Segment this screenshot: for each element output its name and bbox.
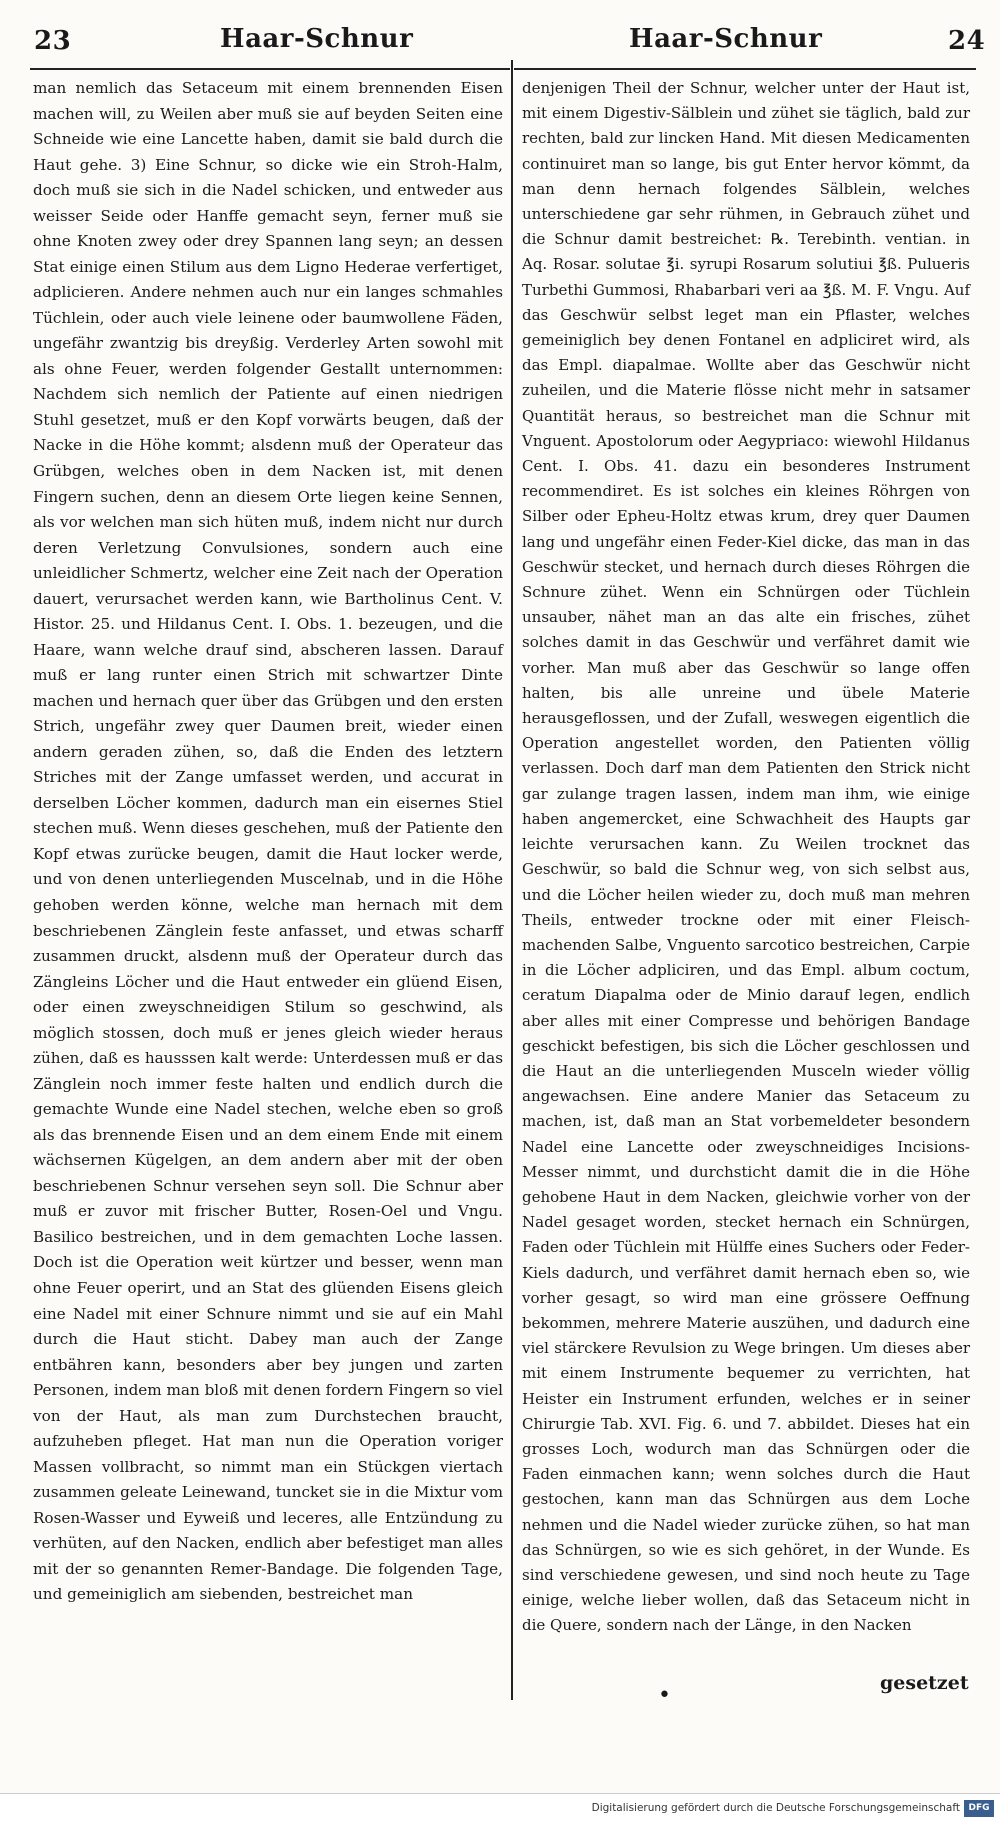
catchword: gesetzet — [880, 1672, 969, 1694]
column-divider — [511, 60, 513, 1700]
header-rule-right — [514, 68, 976, 70]
digitization-footer — [0, 1793, 1000, 1824]
funding-credit: Digitalisierung gefördert durch die Deutsche Forschungsgemeinschaft — [591, 1802, 960, 1814]
right-column-text: denjenigen Theil der Schnur, welcher unter der Haut ist, mit einem Digestiv-Sälblein und zühet sie täglich, bald zur rechten, bald zur lincken Hand. Mit diesen Medicamenten continuiret man so lange, bis gut Enter hervor kömmt, da man denn hernach folgendes Sälblein, welches unterschiedene gar sehr rühmen, in Gebrauch zühet und die Schnur damit bestreichet: ℞. Terebinth. ventian. in Aq. Rosar. solutae ℥i. syrupi Rosarum solutiui ℥ß. Pulueris Turbethi Gummosi, Rhabarbari veri aa ℥ß. M. F. Vngu. Auf das Geschwür selbst leget man ein Pflaster, welches gemeiniglich bey denen Fontanel en adpliciret wird, als das Empl. diapalmae. Wollte aber das Geschwür nicht zuheilen, und die Materie flösse nicht mehr in satsamer Quantität heraus, so bestreichet man die Schnur mit Vnguent. Apostolorum oder Aegypriaco: wiewohl Hildanus Cent. I. Obs. 41. dazu ein besonderes Instrument recommendiret. Es ist solches ein kleines Röhrgen von Silber oder Epheu-Holtz etwas krum, drey quer Daumen lang und ungefähr einen Feder-Kiel dicke, das man in das Geschwür stecket, und hernach durch dieses Röhrgen die Schnure zühet. Wenn ein Schnürgen oder Tüchlein unsauber, nähet man an das alte ein frisches, zühet solches damit in das Geschwür und verfähret damit wie vorher. Man muß aber das Geschwür so lange offen halten, bis alle unreine und übele Materie herausgeflossen, und der Zufall, weswegen eigentlich die Operation angestellet worden, den Patienten völlig verlassen. Doch darf man dem Patienten den Strick nicht gar zulange tragen lassen, indem man ihm, wie einige haben angemercket, eine Schwachheit des Haupts gar leichte verursachen kann. Zu Weilen trocknet das Geschwür, so bald die Schnur weg, von sich selbst aus, und die Löcher heilen wieder zu, doch muß man mehren Theils, entweder trockne oder mit einer Fleisch-machenden Salbe, Vnguento sarcotico bestreichen, Carpie in die Löcher adpliciren, und das Empl. album coctum, ceratum Diapalma oder de Minio darauf legen, endlich aber alles mit einer Compresse und behörigen Bandage geschickt befestigen, bis sich die Löcher geschlossen und die Haut an die unterliegenden Musceln wieder völlig angewachsen. Eine andere Manier das Setaceum zu machen, ist, daß man an Stat vorbemeldeter besondern Nadel eine Lancette oder zweyschneidiges Incisions-Messer nimmt, und durchsticht damit die in die Höhe gehobene Haut in dem Nacken, gleichwie vorher von der Nadel gesaget worden, stecket hernach ein Schnürgen, Faden oder Tüchlein mit Hülffe eines Suchers oder Feder-Kiels dadurch, und verfähret damit hernach eben so, wie vorher gesagt, so wird man eine grössere Oeffnung bekommen, mehrere Materie auszühen, und dadurch eine viel stärckere Revulsion zu Wege bringen. Um dieses aber mit einem Instrumente bequemer zu verrichten, hat Heister ein Instrument erfunden, welches er in seiner Chirurgie Tab. XVI. Fig. 6. und 7. abbildet. Dieses hat ein grosses Loch, wodurch man das Schnürgen oder die Faden einmachen kann; wenn solches durch die Haut gestochen, kann man das Schnürgen aus dem Loche nehmen und die Nadel wieder zurücke zühen, so hat man das Schnürgen, so wie es sich gehöret, in der Wunde. Es sind verschiedene gewesen, und sind noch heute zu Tage einige, welche lieber wollen, daß das Setaceum nicht in die Quere, sondern nach der Länge, in den Nacken — [522, 79, 970, 1635]
dfg-logo-icon: DFG — [964, 1800, 994, 1817]
right-column — [522, 76, 970, 1639]
page-number-right: 24 — [948, 26, 986, 56]
running-title-left: Haar-Schnur — [220, 24, 414, 54]
printer-mark: • — [658, 1683, 671, 1708]
page-number-left: 23 — [34, 26, 72, 56]
page-header — [0, 0, 1000, 70]
running-title-right: Haar-Schnur — [629, 24, 823, 54]
left-column — [33, 76, 503, 1608]
left-column-text: man nemlich das Setaceum mit einem brennenden Eisen machen will, zu Weilen aber muß sie auf beyden Seiten eine Schneide wie eine Lancette haben, damit sie bald durch die Haut gehe. 3) Eine Schnur, so dicke wie ein Stroh-Halm, doch muß sie sich in die Nadel schicken, und entweder aus weisser Seide oder Hanffe gemacht seyn, ferner muß sie ohne Knoten zwey oder drey Spannen lang seyn; an dessen Stat einige einen Stilum aus dem Ligno Hederae verfertiget, adplicieren. Andere nehmen auch nur ein langes schmahles Tüchlein, oder auch viele leinene oder baumwollene Fäden, ungefähr zwantzig bis dreyßig. Verderley Arten sowohl mit als ohne Feuer, werden folgender Gestallt unternommen: Nachdem sich nemlich der Patiente auf einen niedrigen Stuhl gesetzet, muß er den Kopf vorwärts beugen, daß der Nacke in die Höhe kommt; alsdenn muß der Operateur das Grübgen, welches oben in dem Nacken ist, mit denen Fingern suchen, denn an diesem Orte liegen keine Sennen, als vor welchen man sich hüten muß, indem nicht nur durch deren Verletzung Convulsiones, sondern auch eine unleidlicher Schmertz, welcher eine Zeit nach der Operation dauert, verursachet werden kann, wie Bartholinus Cent. V. Histor. 25. und Hildanus Cent. I. Obs. 1. bezeugen, und die Haare, wann welche drauf sind, abscheren lassen. Darauf muß er lang runter einen Strich mit schwartzer Dinte machen und hernach quer über das Grübgen und den ersten Strich, ungefähr zwey quer Daumen breit, wieder einen andern geraden zühen, so, daß die Enden des letztern Striches mit der Zange umfasset werden, und accurat in derselben Löcher kommen, dadurch man ein eisernes Stiel stechen muß. Wenn dieses geschehen, muß der Patiente den Kopf etwas zurücke beugen, damit die Haut locker werde, und von denen unterliegenden Muscelnab, und in die Höhe gehoben werden könne, welche man hernach mit dem beschriebenen Zänglein feste anfasset, und etwas scharff zusammen druckt, alsdenn muß der Operateur durch das Zängleins Löcher und die Haut entweder ein glüend Eisen, oder einen zweyschneidigen Stilum so geschwind, als möglich stossen, doch muß er jenes gleich wieder heraus zühen, daß es hausssen kalt werde: Unterdessen muß er das Zänglein noch immer feste halten und endlich durch die gemachte Wunde eine Nadel stechen, welche eben so groß als das brennende Eisen und an dem einem Ende mit einem wächsernen Kügelgen, an dem andern aber mit der oben beschriebenen Schnur versehen seyn soll. Die Schnur aber muß er zuvor mit frischer Butter, Rosen-Oel und Vngu. Basilico bestreichen, und in dem gemachten Loche lassen. Doch ist die Operation weit kürtzer und besser, wenn man ohne Feuer operirt, und an Stat des glüenden Eisens gleich eine Nadel mit einer Schnure nimmt und sie auf ein Mahl durch die Haut sticht. Dabey man auch der Zange entbähren kann, besonders aber bey jungen und zarten Personen, indem man bloß mit denen fordern Fingern so viel von der Haut, als man zum Durchstechen braucht, aufzuheben pfleget. Hat man nun die Operation voriger Massen vollbracht, so nimmt man ein Stückgen viertach zusammen geleate Leinewand, tuncket sie in die Mixtur vom Rosen-Wasser und Eyweiß und leceres, alle Entzündung zu verhüten, auf den Nacken, endlich aber befestiget man alles mit der so genannten Remer-Bandage. Die folgenden Tage, und gemeiniglich am siebenden, bestreichet man — [33, 79, 503, 1604]
header-rule-left — [30, 68, 510, 70]
